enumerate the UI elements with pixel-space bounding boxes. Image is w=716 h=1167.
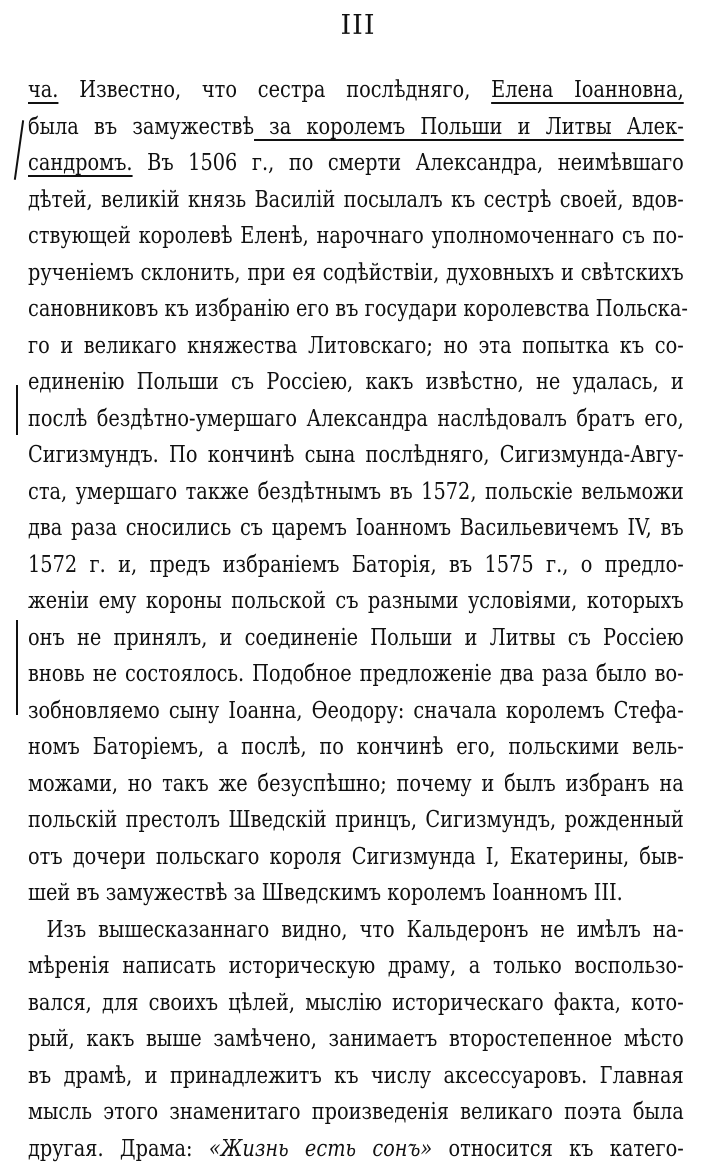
- text-run: относится къ катего-: [432, 1136, 684, 1162]
- text-run: вновь не состоялось. Подобное предложеніе два раза было во-: [28, 661, 684, 687]
- text-run: другая. Драма:: [28, 1136, 209, 1162]
- text-run: польскій престолъ Шведскій принцъ, Сигизмундъ, рожденный: [28, 807, 684, 833]
- text-line: [28, 437, 684, 474]
- text-run: можами, но такъ же безуспѣшно; почему и былъ избранъ на: [28, 771, 684, 797]
- underlined-text: за королемъ Польши и Литвы Алек-: [254, 114, 684, 140]
- text-line: [28, 802, 684, 839]
- text-line: [28, 474, 684, 511]
- text-run: 1572 г. и, предъ избраніемъ Баторія, въ 1575 г., о предло-: [28, 552, 684, 578]
- text-run: мѣренія написать историческую драму, а только воспользо-: [28, 953, 684, 979]
- text-run: ствующей королевѣ Еленѣ, нарочнаго уполномоченнаго съ по-: [28, 223, 684, 249]
- text-run: Известно, что сестра послѣдняго,: [58, 77, 491, 103]
- text-run: рученіемъ склонить, при ея содѣйствіи, духовныхъ и свѣтскихъ: [28, 260, 684, 286]
- text-run: женіи ему короны польской съ разными условіями, которыхъ: [28, 588, 684, 614]
- text-line: [28, 1131, 684, 1167]
- text-line: [28, 328, 684, 365]
- margin-mark-top: [14, 120, 24, 180]
- text-line: [28, 912, 684, 949]
- text-line: [28, 510, 684, 547]
- text-run: вался, для своихъ цѣлей, мыслію историческаго факта, кото-: [28, 990, 684, 1016]
- body-text: [28, 72, 684, 1167]
- underlined-text: сандромъ.: [28, 150, 133, 176]
- underlined-text: Елена Іоанновна,: [491, 77, 684, 103]
- text-run: единенію Польши съ Россіею, какъ извѣстно, не удалась, и: [28, 369, 684, 395]
- text-line: [28, 839, 684, 876]
- text-line: [28, 255, 684, 292]
- text-run: зобновляемо сыну Іоанна, Ѳеодору: сначала королемъ Стефа-: [28, 698, 684, 724]
- text-line: [28, 985, 684, 1022]
- text-line: [28, 72, 684, 109]
- text-line: [28, 1058, 684, 1095]
- text-line: [28, 620, 684, 657]
- text-line: [28, 109, 684, 146]
- text-line: [28, 875, 684, 912]
- text-line: [28, 693, 684, 730]
- text-line: [28, 291, 684, 328]
- text-line: [28, 364, 684, 401]
- text-line: [28, 583, 684, 620]
- text-run: была въ замужествѣ: [28, 114, 254, 140]
- page-number: III: [0, 10, 716, 41]
- text-line: [28, 218, 684, 255]
- margin-mark-middle: [16, 385, 18, 435]
- text-run: ста, умершаго также бездѣтнымъ въ 1572, польскіе вельможи: [28, 479, 684, 505]
- text-line: [28, 145, 684, 182]
- text-run: го и великаго княжества Литовскаго; но эта попытка къ со-: [28, 333, 684, 359]
- text-run: отъ дочери польскаго короля Сигизмунда I, Екатерины, быв-: [28, 844, 684, 870]
- text-run: въ драмѣ, и принадлежитъ къ числу аксессуаровъ. Главная: [28, 1063, 684, 1089]
- text-line: [28, 948, 684, 985]
- text-run: Сигизмундъ. По кончинѣ сына послѣдняго, Сигизмунда-Авгу-: [28, 442, 684, 468]
- text-run: Изъ вышесказаннаго видно, что Кальдеронъ не имѣлъ на-: [46, 917, 683, 943]
- text-run: Въ 1506 г., по смерти Александра, неимѣвшаго: [133, 150, 684, 176]
- text-run: сановниковъ къ избранію его въ государи королевства Польска-: [28, 296, 688, 322]
- text-line: [28, 1094, 684, 1131]
- text-run: два раза сносились съ царемъ Іоанномъ Васильевичемъ IV, въ: [28, 515, 684, 541]
- italic-title: «Жизнь есть сонъ»: [209, 1136, 432, 1162]
- text-run: послѣ бездѣтно-умершаго Александра наслѣдовалъ братъ его,: [28, 406, 684, 432]
- margin-mark-lower: [16, 620, 18, 715]
- text-line: [28, 1021, 684, 1058]
- text-run: номъ Баторіемъ, а послѣ, по кончинѣ его, польскими вель-: [28, 734, 684, 760]
- text-run: мысль этого знаменитаго произведенія великаго поэта была: [28, 1099, 684, 1125]
- text-run: рый, какъ выше замѣчено, занимаетъ второстепенное мѣсто: [28, 1026, 684, 1052]
- text-run: онъ не принялъ, и соединеніе Польши и Литвы съ Россіею: [28, 625, 684, 651]
- text-line: [28, 401, 684, 438]
- text-run: шей въ замужествѣ за Шведскимъ королемъ Іоанномъ III.: [28, 880, 623, 906]
- text-run: дѣтей, великій князь Василій посылалъ къ сестрѣ своей, вдов-: [28, 187, 684, 213]
- underlined-text: ча.: [28, 77, 58, 103]
- text-line: [28, 547, 684, 584]
- text-line: [28, 729, 684, 766]
- text-line: [28, 656, 684, 693]
- text-line: [28, 182, 684, 219]
- text-line: [28, 766, 684, 803]
